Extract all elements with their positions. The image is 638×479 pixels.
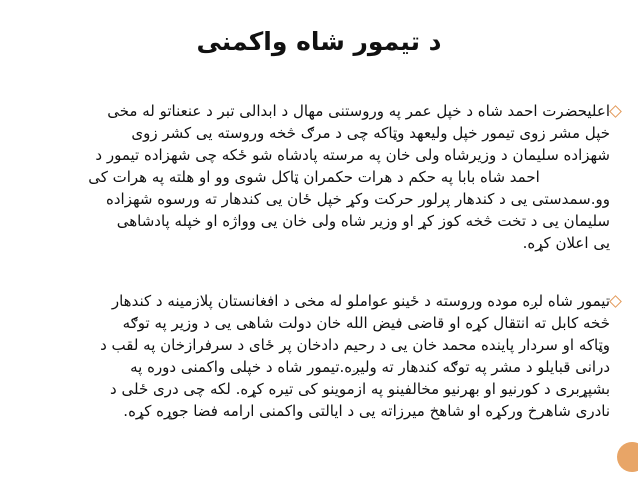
paragraph-one-line: احمد شاه بابا په حکم د هرات حکمران ټاکل شوی وو او هلته په هرات کی <box>88 168 540 186</box>
paragraph-one-line: خپل مشر زوی تیمور خپل ولیعهد وټاکه چی د مرګ څخه وروسته یی کشر زوی <box>131 124 610 142</box>
paragraph-two-line: نادری شاهرخ ورکړه او شاهخ میرزاته یی د ایالتی واکمنی ارامه فضا جوړه کړه. <box>123 402 610 420</box>
paragraph-two-line: درانی قبایلو د مشر په توګه کندهار ته ولیږه.تیمور شاه د خپلی واکمنی دوره په <box>130 358 610 376</box>
paragraph-two-line: بشپړبری د کورنیو او بهرنیو مخالفینو په ازموینو کی تیره کړه. لکه چی دری ځلی د <box>110 380 610 398</box>
paragraph-two-line: څخه کابل ته انتقال کړه او قاضی فیض الله خان دولت شاهی یی د وزیر په توګه <box>122 314 610 332</box>
paragraph-two <box>18 290 610 422</box>
slide-title: د تیمور شاه واکمنی <box>196 27 442 56</box>
paragraph-two-line: تیمور شاه لږه موده وروسته د ځینو عواملو له مخی د افغانستان پلازمینه د کندهار <box>111 292 610 310</box>
paragraph-one-line: شهزاده سلیمان د وزیرشاه ولی خان په مرسته پادشاه شو ځکه چی شهزاده تیمور د <box>95 146 610 164</box>
paragraph-one-line: یی اعلان کړه. <box>522 234 610 252</box>
bullet-marker-icon <box>609 105 622 118</box>
paragraph-one-line: سلیمان یی د تخت څخه کوز کړ او وزیر شاه ولی خان یی وواژه او خپله پادشاهی <box>116 212 610 230</box>
paragraph-two-line: وټاکه او سردار پاینده محمد خان یی د رحیم دادخان پر ځای د سرفرازخان په لقب د <box>100 336 610 354</box>
paragraph-one-line: وو.سمدستی یی د کندهار پرلور حرکت وکړ خپل ځان یی کندهار ته ورسوه شهزاده <box>106 190 610 208</box>
bullet-marker-icon <box>609 295 622 308</box>
paragraph-one-line: اعلیحضرت احمد شاه د خپل عمر په وروستنی مهال د ابدالی تبر د عنعناتو له مخی <box>107 102 610 120</box>
slide-accent-circle <box>617 442 638 472</box>
paragraph-one <box>18 100 610 254</box>
